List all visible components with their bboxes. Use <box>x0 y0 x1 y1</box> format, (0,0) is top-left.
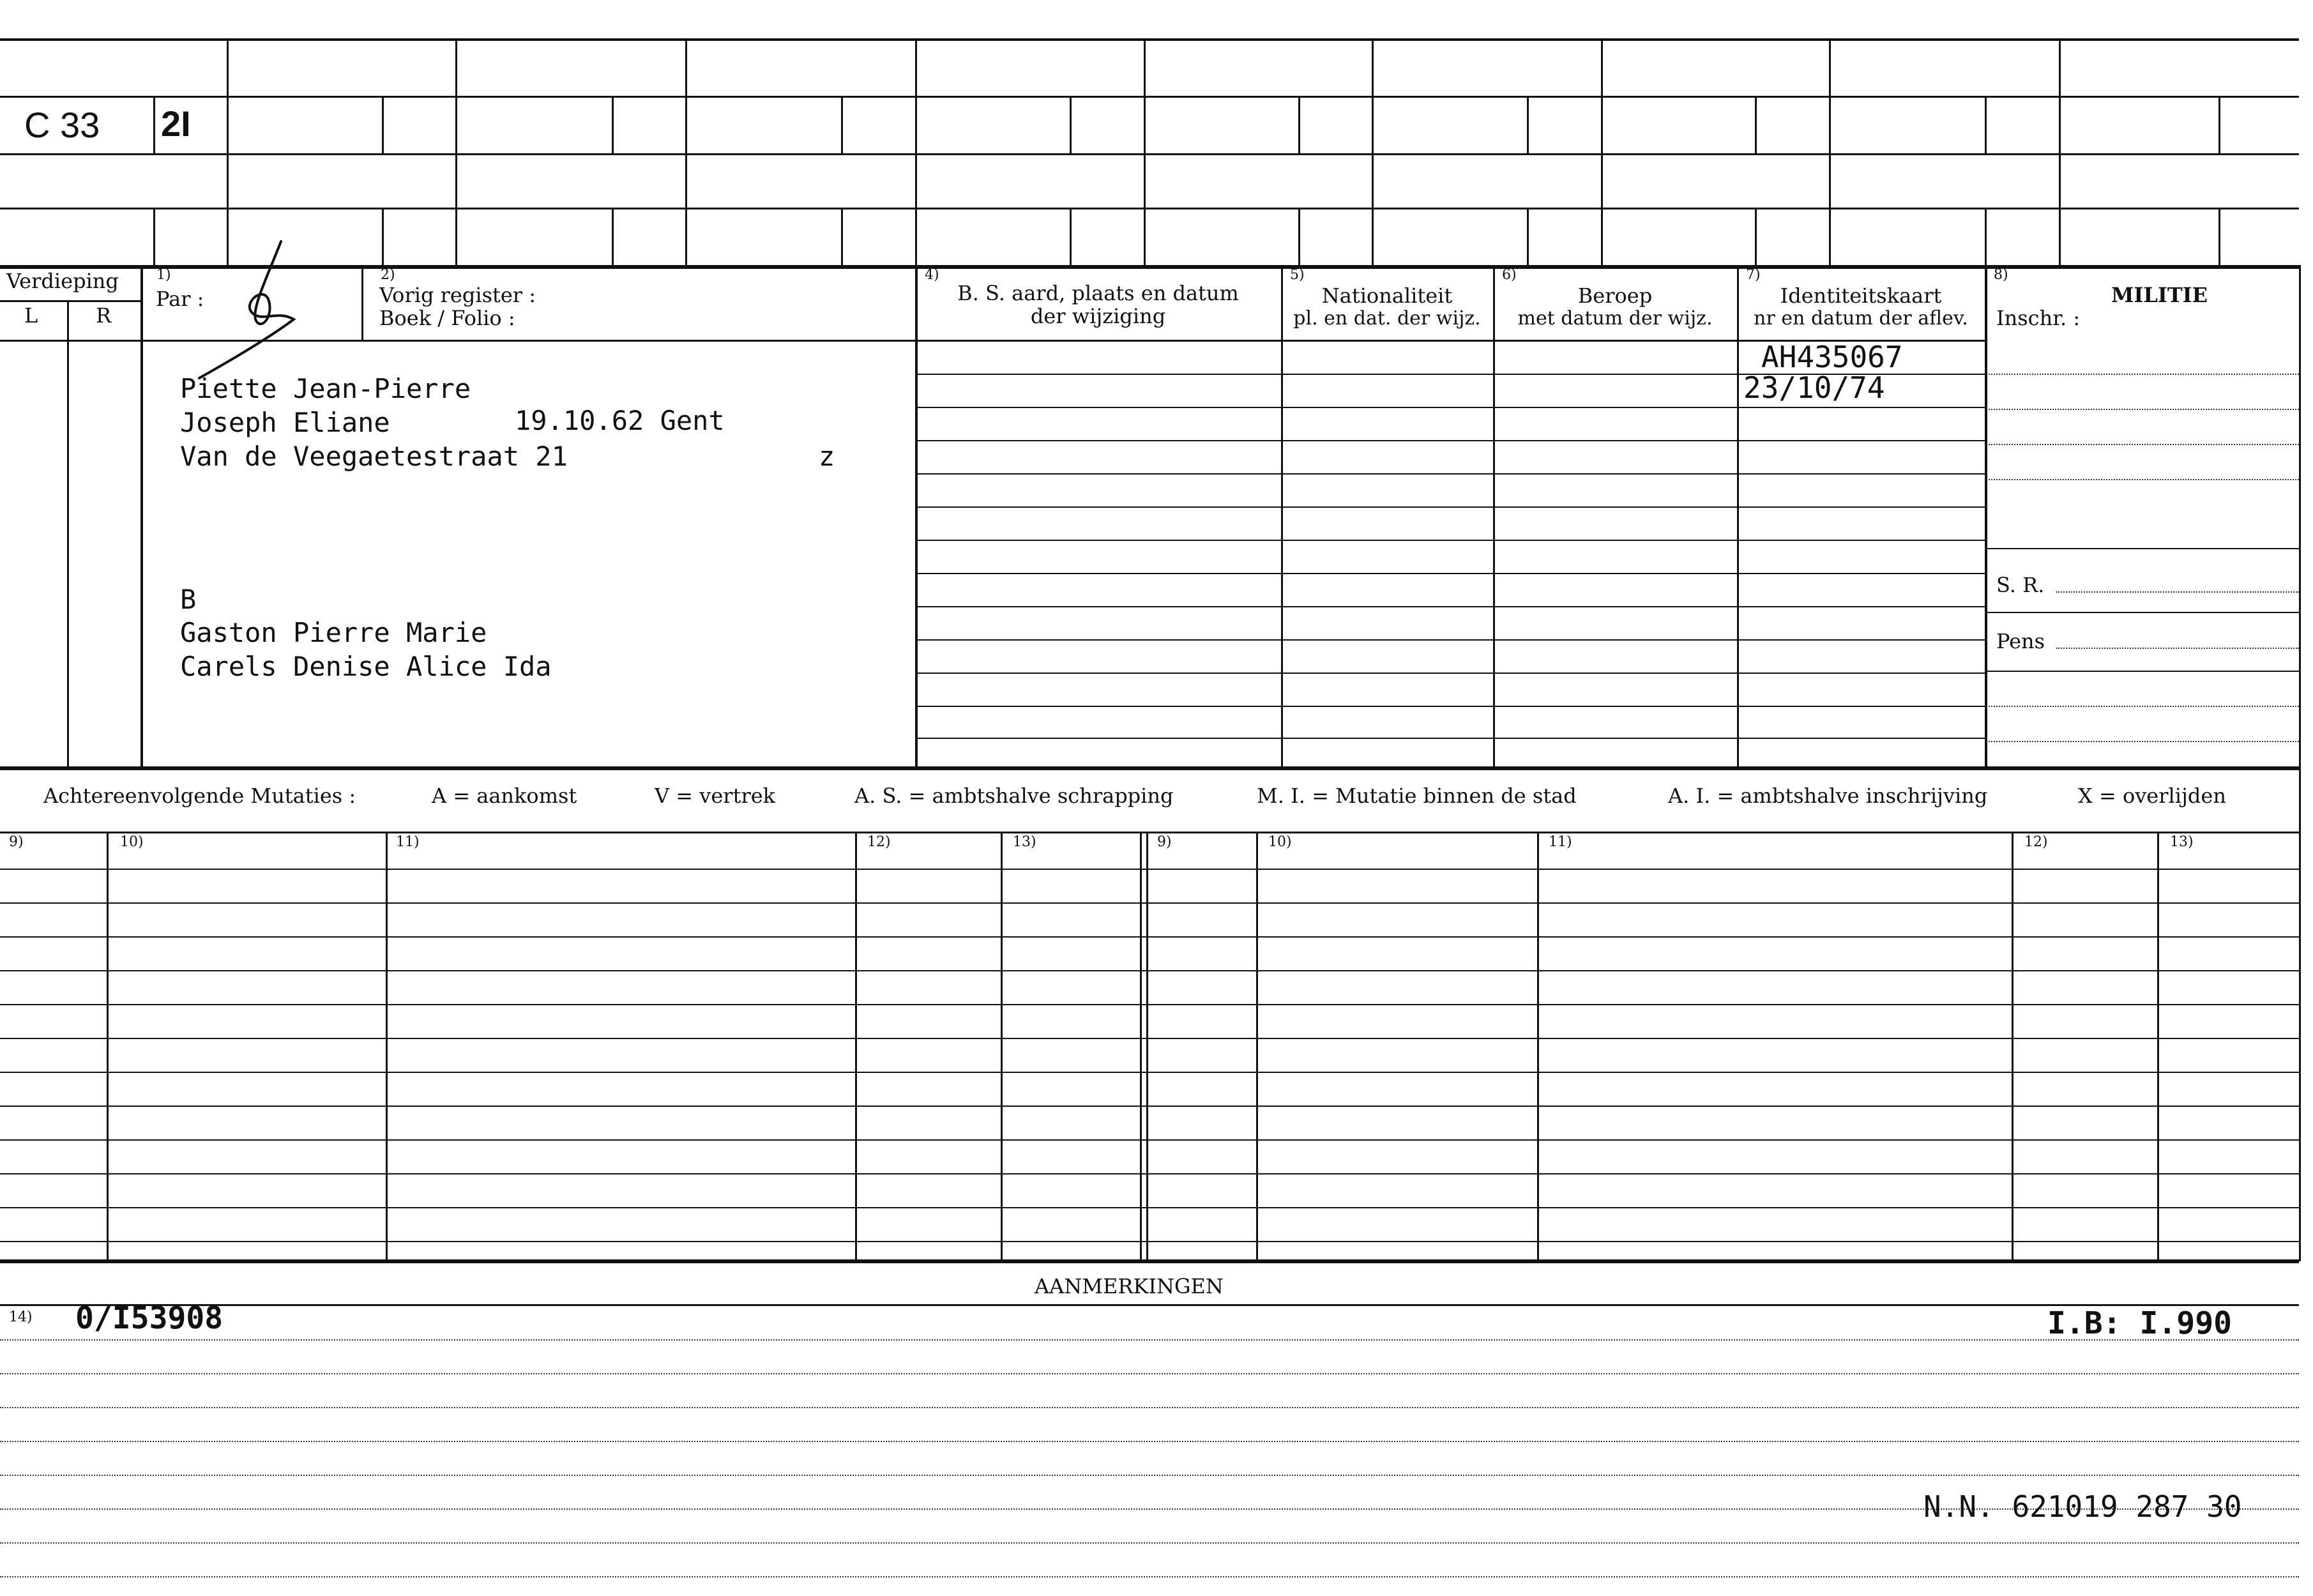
field-2-number: 2) <box>381 267 395 283</box>
legend-ai: A. I. = ambtshalve inschrijving <box>1668 784 1988 808</box>
legend-x: X = overlijden <box>2078 784 2226 808</box>
person-line5: Gaston Pierre Marie <box>180 617 487 648</box>
col-r-label: R <box>96 303 112 328</box>
birth-date-place: 19.10.62 Gent <box>515 405 725 436</box>
remarks-top-rule <box>0 1259 2299 1263</box>
identiteitskaart-line2: nr en datum der aflev. <box>1754 307 1968 330</box>
mutaties-title: Achtereenvolgende Mutaties : <box>43 784 356 808</box>
bs-header-line2: der wijziging <box>1030 304 1166 328</box>
bs-header-line1: B. S. aard, plaats en datum <box>957 281 1239 305</box>
nn-number: N.N. 621019 287 30 <box>1923 1489 2242 1524</box>
mut-col-11a: 11) <box>396 834 420 850</box>
sub-code: 2I <box>161 103 191 144</box>
legend-v: V = vertrek <box>655 784 776 808</box>
address: Van de Veegaetestraat 21 <box>180 441 568 472</box>
mut-col-12b: 12) <box>2024 834 2048 850</box>
pens-label: Pens <box>1996 629 2045 653</box>
verdieping-label: Verdieping <box>6 269 119 293</box>
field-5-number: 5) <box>1290 267 1305 283</box>
mut-col-12a: 12) <box>867 834 891 850</box>
mut-col-10a: 10) <box>120 834 144 850</box>
identiteitskaart-line1: Identiteitskaart <box>1780 284 1942 308</box>
mut-col-11b: 11) <box>1549 834 1572 850</box>
c-code: C 33 <box>24 105 100 145</box>
inschr-label: Inschr. : <box>1996 306 2081 330</box>
person-name: Piette Jean-Pierre <box>180 373 471 404</box>
field-7-number: 7) <box>1746 267 1761 283</box>
beroep-line1: Beroep <box>1577 284 1653 308</box>
sr-label: S. R. <box>1996 573 2045 597</box>
field-14-number: 14) <box>9 1309 33 1325</box>
id-card-date: 23/10/74 <box>1743 370 1885 405</box>
legend-mi: M. I. = Mutatie binnen de stad <box>1257 784 1577 808</box>
remarks-header-rule <box>0 1304 2299 1306</box>
mut-col-9b: 9) <box>1157 834 1172 850</box>
signature-mark <box>192 236 300 383</box>
militie-label: MILITIE <box>2111 283 2208 307</box>
mut-col-10b: 10) <box>1268 834 1292 850</box>
nationaliteit-line2: pl. en dat. der wijz. <box>1293 307 1481 330</box>
vorig-register-label: Vorig register : <box>379 283 536 307</box>
id-card-number: AH435067 <box>1761 340 1903 374</box>
legend-as: A. S. = ambtshalve schrapping <box>854 784 1174 808</box>
field-4-number: 4) <box>925 267 939 283</box>
mut-col-13a: 13) <box>1013 834 1036 850</box>
nationaliteit-line1: Nationaliteit <box>1321 284 1453 308</box>
person-line6: Carels Denise Alice Ida <box>180 651 552 682</box>
legend-a: A = aankomst <box>432 784 577 808</box>
mark-z: z <box>819 441 835 472</box>
mut-col-9a: 9) <box>9 834 24 850</box>
remarks-reference: 0/I53908 <box>75 1300 224 1336</box>
field-6-number: 6) <box>1502 267 1517 283</box>
mutaties-top-rule <box>0 766 2299 770</box>
mark-b: B <box>180 584 197 615</box>
mutation-table-top <box>0 832 2299 833</box>
par-label: Par : <box>156 287 204 311</box>
remarks-ib: I.B: I.990 <box>2047 1305 2232 1341</box>
mut-col-13b: 13) <box>2170 834 2194 850</box>
col-l-label: L <box>24 303 38 328</box>
boek-folio-label: Boek / Folio : <box>379 306 515 330</box>
remarks-title: AANMERKINGEN <box>1035 1274 1224 1298</box>
field-8-number: 8) <box>1994 267 2008 283</box>
beroep-line2: met datum der wijz. <box>1517 307 1713 330</box>
person-line2: Joseph Eliane <box>180 407 390 438</box>
field-1-number: 1) <box>156 267 171 283</box>
